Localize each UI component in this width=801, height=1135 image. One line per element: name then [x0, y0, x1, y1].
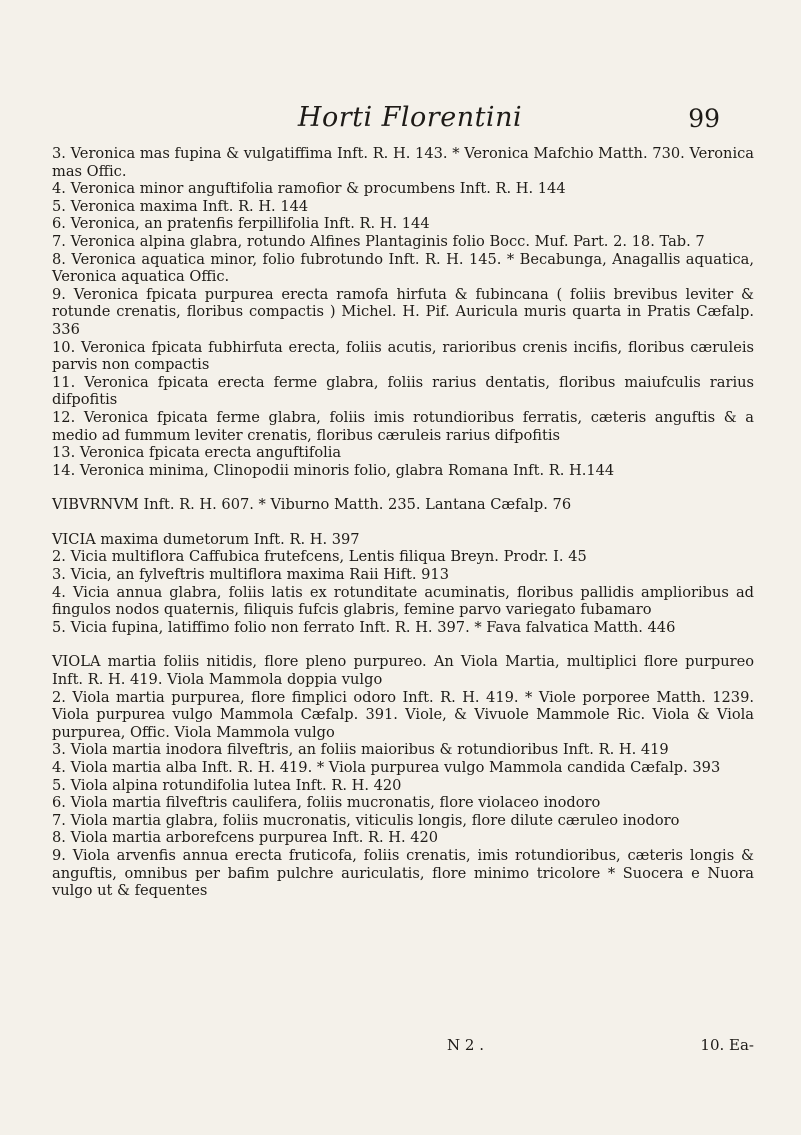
entry-paragraph: 6. Veronica, an pratenfis ferpillifolia Inft. R. H. 144 [52, 215, 430, 233]
page-number: 99 [688, 104, 720, 133]
entry-paragraph: 8. Viola martia arborefcens purpurea Inft. R. H. 420 [52, 829, 439, 847]
entry-paragraph: 6. Viola martia filveftris caulifera, foliis mucronatis, flore violaceo inodoro [52, 794, 601, 812]
running-title: Horti Florentini [297, 102, 523, 133]
entry-paragraph: 10. Veronica fpicata fubhirfuta erecta, foliis acutis, rarioribus crenis incifis, floribus cæruleis parvis non compactis [52, 338, 754, 374]
entry-paragraph: 12. Veronica fpicata ferme glabra, foliis imis rotundioribus ferratis, cæteris anguftis & a medio ad fummum leviter crenatis, floribus cæruleis rarius difpofitis [52, 408, 754, 444]
entry-paragraph: 4. Vicia annua glabra, foliis latis ex rotunditate acuminatis, floribus pallidis amplioribus ad fingulos nodos quaternis, filiquis fufcis glabris, femine parvo variegato fubamaro [52, 583, 754, 619]
entry-paragraph: 3. Veronica mas fupina & vulgatiffima Inft. R. H. 143. * Veronica Mafchio Matth. 730. Veronica mas Offic. [52, 145, 754, 180]
entry-paragraph: 3. Vicia, an fylveftris multiflora maxima Raii Hift. 913 [52, 566, 449, 584]
entry-paragraph: 4. Viola martia alba Inft. R. H. 419. * Viola purpurea vulgo Mammola candida Cæfalp. 393 [52, 759, 721, 776]
page-footer [52, 1036, 754, 1056]
entry-paragraph: VIBVRNVM Inft. R. H. 607. * Viburno Matth. 235. Lantana Cæfalp. 76 [52, 496, 572, 514]
entry-paragraph: 7. Viola martia glabra, foliis mucronatis, viticulis longis, flore dilute cæruleo inodoro [52, 811, 680, 829]
catchword: 10. Ea- [700, 1036, 754, 1054]
entry-paragraph: 8. Veronica aquatica minor, folio fubrotundo Inft. R. H. 145. * Becabunga, Anagallis aquatica, Veronica aquatica Offic. [52, 250, 754, 286]
entry-paragraph: 13. Veronica fpicata erecta anguftifolia [52, 444, 342, 462]
entry-paragraph: 9. Viola arvenfis annua erecta fruticofa, foliis crenatis, imis rotundioribus, cæteris longis & anguftis, omnibus per bafim pulchre auriculatis, flore minimo tricolore * Suocera e Nuora vulgo ut & fequentes [52, 846, 754, 900]
section-gap [52, 636, 754, 653]
entry-paragraph: 2. Viola martia purpurea, flore fimplici odoro Inft. R. H. 419. * Viole porporee Matth. 1239. Viola purpurea vulgo Mammola Cæfalp. 391. Viole, & Vivuole Mammole Ric. Viola & Viola purpurea, Offic. Viola Mammola vulgo [52, 688, 754, 741]
entry-paragraph: 5. Veronica maxima Inft. R. H. 144 [52, 197, 309, 215]
entry-paragraph: 4. Veronica minor anguftifolia ramofior & procumbens Inft. R. H. 144 [52, 180, 566, 198]
page-header [120, 100, 720, 140]
entry-paragraph: 7. Veronica alpina glabra, rotundo Alfines Plantaginis folio Bocc. Muf. Part. 2. 18. Tab. 7 [52, 232, 705, 250]
section-gap [52, 514, 754, 531]
entry-paragraph: 11. Veronica fpicata erecta ferme glabra, foliis rarius dentatis, floribus maiufculis rarius difpofitis [52, 373, 754, 409]
entry-paragraph: 2. Vicia multiflora Caffubica frutefcens, Lentis filiqua Breyn. Prodr. I. 45 [52, 548, 587, 566]
entry-paragraph: 5. Viola alpina rotundifolia lutea Inft. R. H. 420 [52, 776, 402, 794]
page-body [52, 145, 754, 900]
section-gap [52, 479, 754, 496]
entry-paragraph: 14. Veronica minima, Clinopodii minoris folio, glabra Romana Inft. R. H.144 [52, 461, 615, 479]
entry-paragraph: VICIA maxima dumetorum Inft. R. H. 397 [52, 530, 360, 548]
entry-paragraph: VIOLA martia foliis nitidis, flore pleno purpureo. An Viola Martia, multiplici flore purpureo Inft. R. H. 419. Viola Mammola doppia vulgo [52, 653, 754, 689]
signature-mark: N 2 . [447, 1036, 484, 1054]
entry-paragraph: 5. Vicia fupina, latiffimo folio non ferrato Inft. R. H. 397. * Fava falvatica Matth. 446 [52, 618, 676, 636]
entry-paragraph: 9. Veronica fpicata purpurea erecta ramofa hirfuta & fubincana ( foliis brevibus leviter & rotunde crenatis, floribus compactis ) Michel. H. Pif. Auricula muris quarta in Pratis Cæfalp. 336 [52, 285, 754, 338]
entry-paragraph: 3. Viola martia inodora filveftris, an foliis maioribus & rotundioribus Inft. R. H. 419 [52, 741, 669, 759]
